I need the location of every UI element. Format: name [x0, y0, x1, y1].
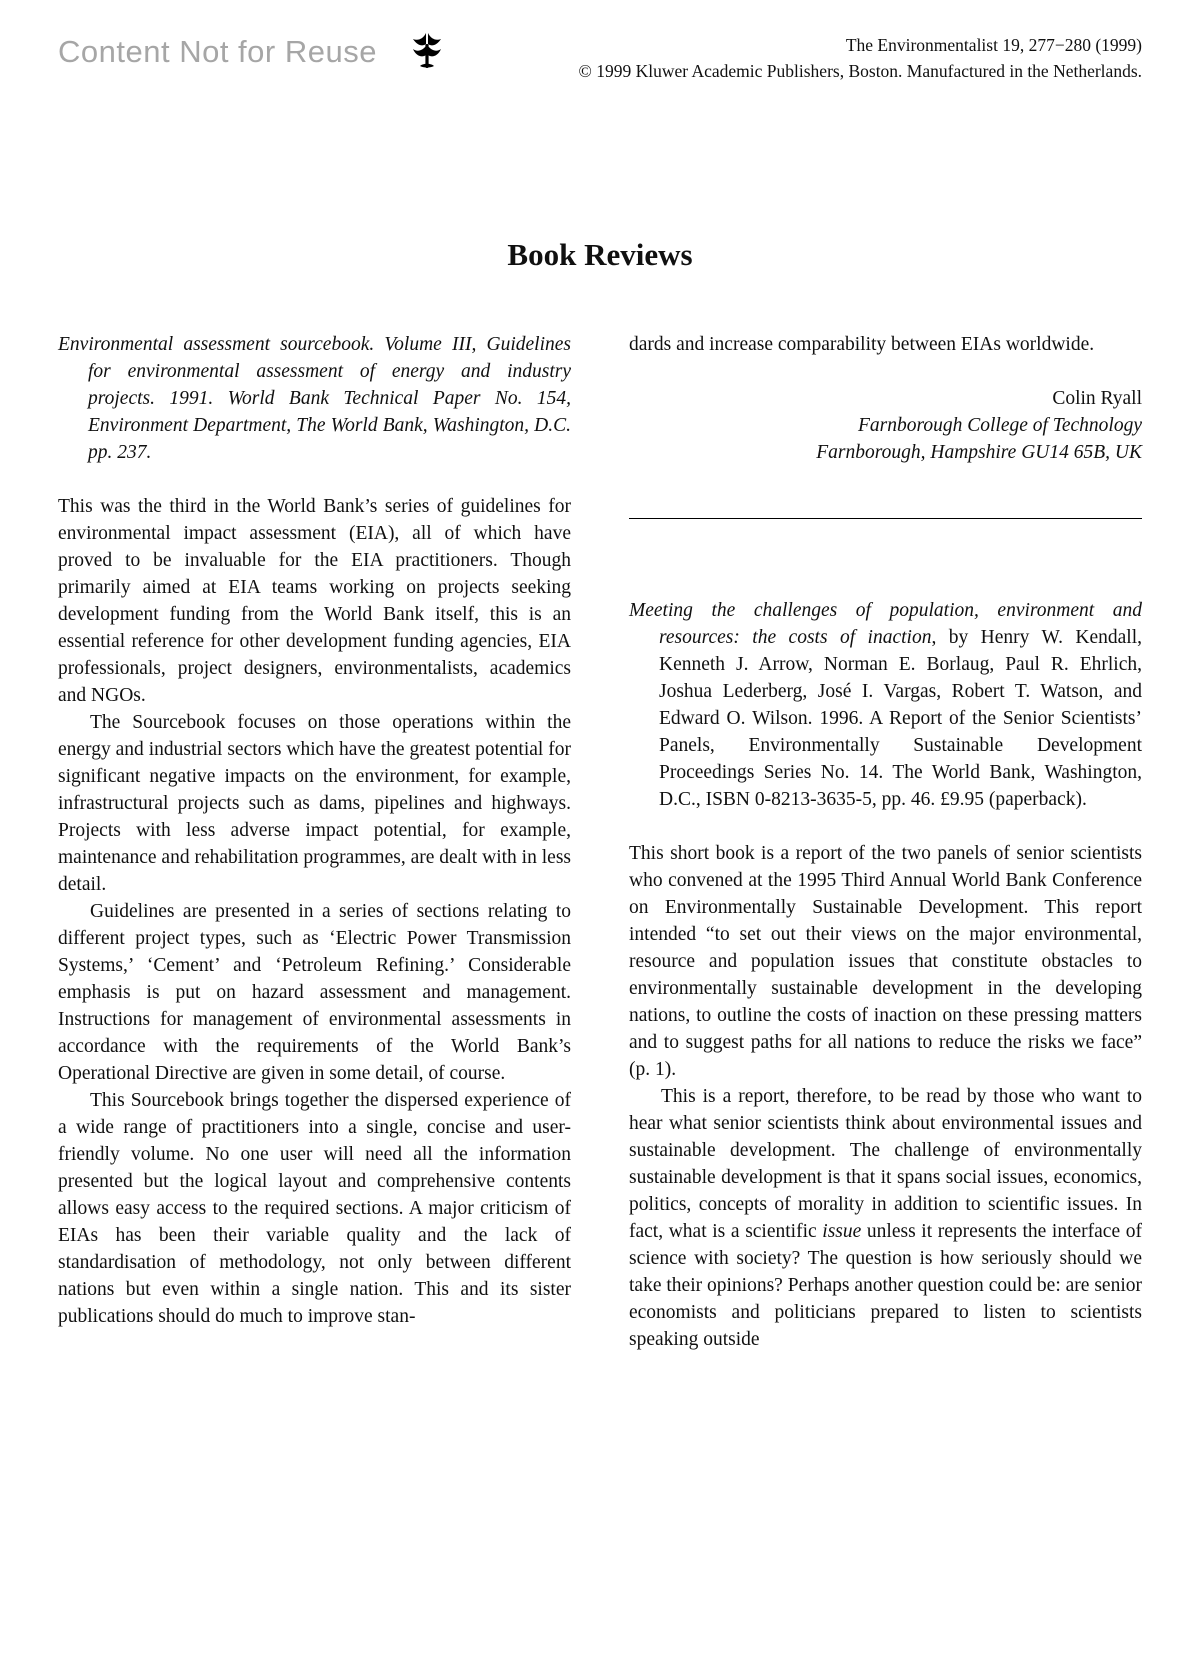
journal-info: [454, 30, 1142, 85]
review1-paragraph-2: The Sourcebook focuses on those operations within the energy and industrial sectors which have the greatest potential for significant negative impacts on the environment, for example, infrastructural projects such as dams, pipelines and highways. Projects with less adverse impact potential, for example, maintenance and rehabilitation programmes, are dealt with in less detail.: [58, 711, 571, 895]
review1-paragraph-4-continuation: dards and increase comparability between EIAs worldwide.: [629, 333, 1095, 355]
journal-citation-line: The Environmentalist 19, 277−280 (1999): [845, 35, 1142, 55]
review2-paragraph-2: [629, 1083, 1142, 1353]
review1-paragraph-1: This was the third in the World Bank’s series of guidelines for environmental impact assessment (EIA), all of which have proved to be invaluable for the EIA practitioners. Though primarily aimed at EIA teams working on projects seeking development funding from the World Bank itself, this is an essential reference for other development funding agencies, EIA professionals, project designers, environmentalists, academics and NGOs.: [58, 495, 571, 706]
review2-paragraph-2-start: This is a report, therefore, to be read by those who want to hear what senior scientists think about environmental issues and sustainable development. The challenge of environmentally sustainable development is that it spans social issues, economics, politics, concepts of morality in addition to scientific issues. In fact, what is a scientific: [629, 1085, 1142, 1242]
review2-paragraph-2-end: unless it represents the interface of science with society? The question is how seriously should we take their opinions? Perhaps another question could be: are senior economists and politicians prepared to listen to scientists speaking outside: [629, 1220, 1142, 1350]
watermark-text: Content Not for Reuse: [58, 34, 377, 69]
page-header: [58, 30, 1142, 85]
review1-paragraph-4: This Sourcebook brings together the dispersed experience of a wide range of practitioners into a single, concise and user-friendly volume. No one user will need all the information presented but the logical layout and comprehensive contents allows easy access to the required sections. A major criticism of EIAs has been their variable quality and the lack of standardisation of methodology, not only between different nations but even within a single nation. This and its sister publications should do much to improve stan-: [58, 1089, 571, 1327]
review2-citation-title: Meeting the challenges of population, environment and resources: the costs of inaction: [629, 599, 1142, 648]
review2-citation: [629, 597, 1142, 813]
two-column-body: [58, 331, 1142, 1353]
left-column: [58, 331, 571, 1353]
reviewer-affiliation: Farnborough College of Technology: [858, 414, 1142, 436]
right-column: [629, 331, 1142, 1353]
review1-citation: Environmental assessment sourcebook. Volume III, Guidelines for environmental assessment of energy and industry projects. 1991. World Bank Technical Paper No. 154, Environment Department, The World Bank, Washington, D.C. pp. 237.: [58, 333, 571, 463]
reviewer-name: Colin Ryall: [1052, 387, 1142, 409]
review1-signature-block: [629, 385, 1142, 466]
review2-paragraph-1: This short book is a report of the two panels of senior scientists who convened at the 1995 Third Annual World Bank Conference on Environmentally Sustainable Development. This report intended “to set out their views on the major environmental, resource and population issues that constitute obstacles to environmentally sustainable development in the developing nations, to outline the costs of inaction on these pressing matters and to suggest paths for all nations to reduce the risks we face” (p. 1).: [629, 842, 1142, 1080]
review2-paragraph-2-emphasis: issue: [822, 1220, 862, 1242]
review2-citation-rest: , by Henry W. Kendall, Kenneth J. Arrow, Norman E. Borlaug, Paul R. Ehrlich, Joshua Lederberg, José I. Vargas, Robert T. Watson, and Edward O. Wilson. 1996. A Report of the Senior Scientists’ Panels, Environmentally Sustainable Development Proceedings Series No. 14. The World Bank, Washington, D.C., ISBN 0-8213-3635-5, pp. 46. £9.95 (paperback).: [659, 626, 1142, 810]
reviewer-address: Farnborough, Hampshire GU14 65B, UK: [816, 441, 1142, 463]
page-title: Book Reviews: [507, 236, 693, 272]
publisher-logo-icon: [410, 30, 444, 79]
copyright-line: © 1999 Kluwer Academic Publishers, Boston. Manufactured in the Netherlands.: [578, 61, 1142, 82]
review1-paragraph-3: Guidelines are presented in a series of sections relating to different project types, such as ‘Electric Power Transmission Systems,’ ‘Cement’ and ‘Petroleum Refining.’ Considerable emphasis is put on hazard assessment and management. Instructions for management of environmental assessments in accordance with the requirements of the World Bank’s Operational Directive are given in some detail, of course.: [58, 900, 571, 1084]
section-divider: [629, 518, 1142, 519]
